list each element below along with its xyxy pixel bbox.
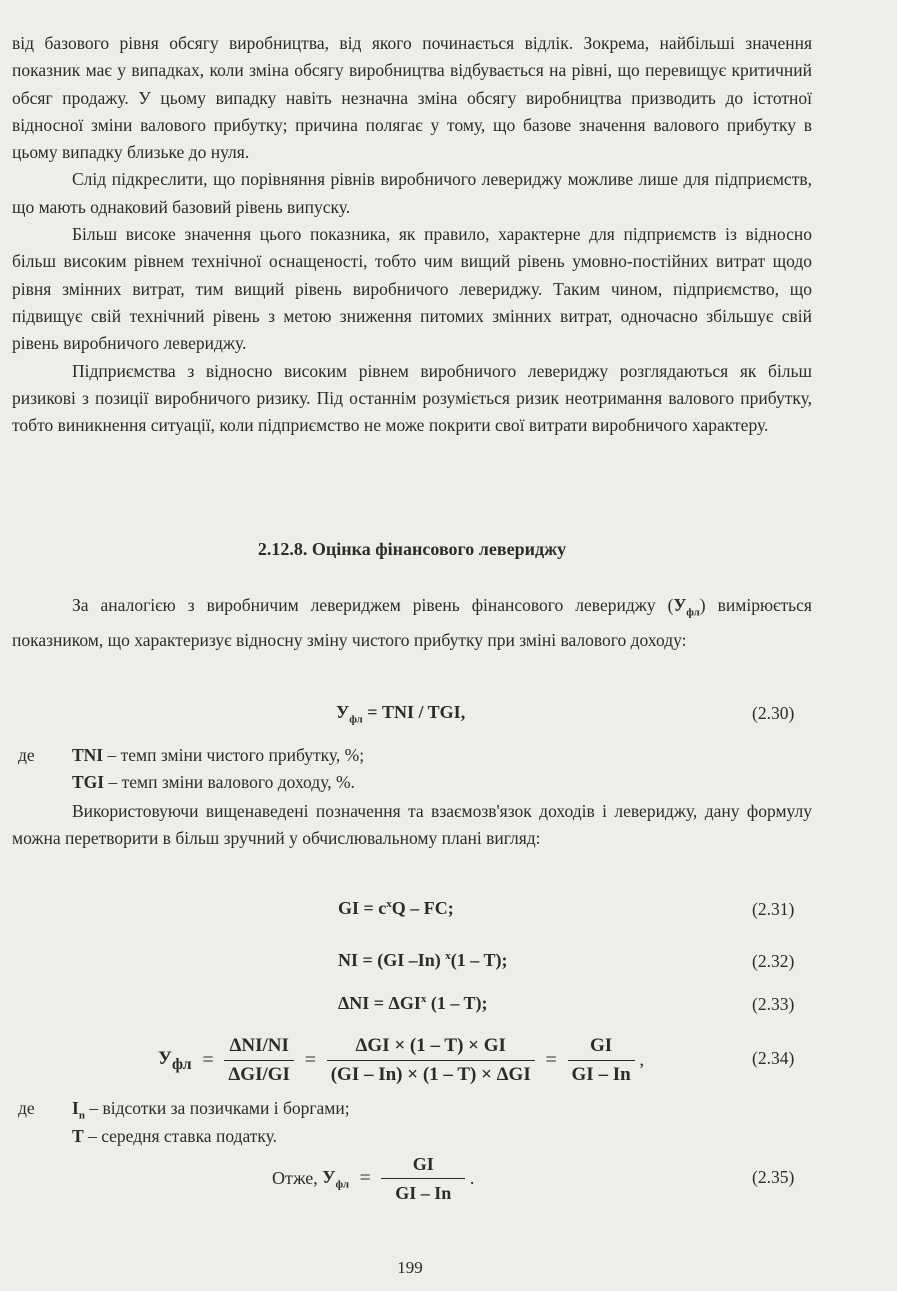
equation-number-2-32: (2.32) <box>752 951 795 971</box>
intro-symbol-sub: фл <box>686 606 700 619</box>
section-heading: 2.12.8. Оцінка фінансового левериджу <box>257 539 567 559</box>
formula-2-32-sup: x <box>445 950 451 962</box>
definition-t-term: T <box>72 1126 84 1146</box>
definition-de-2: де <box>18 1098 35 1118</box>
definition-t-text: – середня ставка податку. <box>83 1126 278 1146</box>
formula-2-34-lhs <box>158 1047 192 1073</box>
equation-number-2-30: (2.30) <box>752 703 795 723</box>
formula-2-35-lhs <box>322 1166 350 1191</box>
formula-2-34-eq-3: = <box>545 1049 557 1071</box>
definition-in <box>72 1098 350 1122</box>
fraction-1-numerator: ΔNI/NI <box>224 1032 294 1061</box>
formula-2-35-tail: . <box>469 1168 475 1188</box>
equation-number-2-33: (2.33) <box>752 994 795 1014</box>
formula-2-33-a: ΔNI = ΔGI <box>338 993 421 1013</box>
fraction-2-denominator: (GI – In) × (1 – T) × ΔGI <box>330 1064 531 1085</box>
formula-2-30 <box>336 702 465 726</box>
formula-2-34-eq-1: = <box>202 1049 214 1071</box>
intro-paragraph-block <box>12 592 812 654</box>
definition-in-term: I <box>72 1098 79 1118</box>
formula-2-35-fraction <box>381 1150 465 1207</box>
paragraph-3: Більш високе значення цього показника, як правило, характерне для підприємств із відносно більш високим рівнем технічної оснащеності, тобто чим вищий рівень умовно-постійних витрат щодо рівня змінних витрат, тим вищий рівень виробничого левериджу. Таким чином, підприємство, що підвищує свій технічний рівень з метою зниження питомих змінних витрат, одночасно збільшує свій рівень виробничого левериджу. <box>12 224 812 354</box>
definition-tni-term: TNI <box>72 745 104 765</box>
fraction-3-denominator: GI – In <box>571 1064 631 1085</box>
paragraph-1: від базового рівня обсягу виробництва, від якого починається відлік. Зокрема, найбільші значення показник має у випадках, коли зміна обсягу виробництва відбувається на рівні, що перевищує критичний обсяг продажу. У цьому випадку навіть незначна зміна обсягу виробництва призводить до істотної відносної зміни валового прибутку; причина полягає у тому, що базове значення валового прибутку в цьому випадку близьке до нуля. <box>12 33 812 163</box>
formula-2-32 <box>338 950 507 971</box>
body-text-top <box>12 30 812 439</box>
formula-2-34-lhs-symbol: У <box>158 1047 172 1069</box>
paragraph-2: Слід підкреслити, що порівняння рівнів виробничого левериджу можливе лише для підприємств, що мають однаковий базовий рівень випуску. <box>12 169 812 217</box>
fraction-1-denominator: ΔGI/GI <box>228 1064 290 1085</box>
formula-2-34-eq-2: = <box>304 1049 316 1071</box>
formula-2-30-rhs: = TNI / TGI, <box>362 702 466 722</box>
page-number: 199 <box>397 1258 423 1277</box>
formula-2-34-fraction-1 <box>224 1032 294 1089</box>
formula-2-31-b: Q – FC; <box>391 898 454 918</box>
formula-2-35-lhs-sub: фл <box>335 1178 350 1191</box>
formula-2-31-a: GI = c <box>338 898 387 918</box>
intro-text-b: ) вимірюється показником, що характеризує відносну зміну чистого прибутку при зміні валового доходу: <box>12 595 812 650</box>
definition-in-sub: n <box>78 1109 85 1122</box>
formula-2-32-b: (1 – T); <box>450 950 508 970</box>
intro-text-a: За аналогією з виробничим левериджем рівень фінансового левериджу ( <box>72 595 674 615</box>
formula-2-30-sub: фл <box>349 713 363 726</box>
formula-2-33-b: (1 – T); <box>426 993 488 1013</box>
definition-tni <box>72 745 364 766</box>
fraction-denominator: GI – In <box>395 1183 452 1203</box>
formula-2-35-lhs-symbol: У <box>322 1166 336 1187</box>
formula-2-35-eq: = <box>359 1167 371 1189</box>
fraction-2-numerator: ΔGI × (1 – T) × GI <box>327 1032 535 1061</box>
definition-de-1: де <box>18 745 35 765</box>
formula-2-35 <box>272 1150 474 1207</box>
fraction-3-numerator: GI <box>568 1032 635 1061</box>
formula-2-34 <box>158 1032 644 1089</box>
formula-2-33-sup: x <box>420 993 427 1005</box>
definition-tgi-text: – темп зміни валового доходу, %. <box>104 772 355 792</box>
formula-2-35-prefix: Отже, <box>272 1168 323 1188</box>
formula-2-32-a: NI = (GI –In) <box>338 950 446 970</box>
formula-2-33 <box>338 993 488 1014</box>
transform-paragraph: Використовуючи вищенаведені позначення та взаємозв'язок доходів і левериджу, дану формулу можна перетворити в більш зручний у обчислювальному плані вигляд: <box>12 801 812 849</box>
intro-paragraph <box>12 592 812 654</box>
intro-symbol: У <box>673 595 687 615</box>
equation-number-2-31: (2.31) <box>752 899 795 919</box>
definition-tgi <box>72 772 355 793</box>
formula-2-34-fraction-2 <box>327 1032 535 1089</box>
formula-2-34-fraction-3 <box>568 1032 635 1089</box>
definition-tgi-term: TGI <box>72 772 105 792</box>
formula-2-31 <box>338 898 454 919</box>
transform-paragraph-block <box>12 798 812 853</box>
formula-2-31-sup: x <box>386 898 392 910</box>
definition-tni-text: – темп зміни чистого прибутку, %; <box>103 745 365 765</box>
formula-2-34-lhs-sub: фл <box>171 1055 192 1073</box>
definition-t <box>72 1126 277 1147</box>
fraction-numerator: GI <box>381 1150 465 1179</box>
definition-in-text: – відсотки за позичками і боргами; <box>84 1098 350 1118</box>
equation-number-2-35: (2.35) <box>752 1167 795 1187</box>
equation-number-2-34: (2.34) <box>752 1048 795 1068</box>
paragraph-4: Підприємства з відносно високим рівнем виробничого левериджу розглядаються як більш ризикові з позиції виробничого ризику. Під останнім розуміється ризик неотримання валового прибутку, тобто виникнення ситуації, коли підприємство не може покрити свої витрати виробничого характеру. <box>12 360 812 436</box>
formula-2-34-tail: , <box>639 1049 645 1071</box>
formula-2-30-lhs: У <box>336 702 350 722</box>
